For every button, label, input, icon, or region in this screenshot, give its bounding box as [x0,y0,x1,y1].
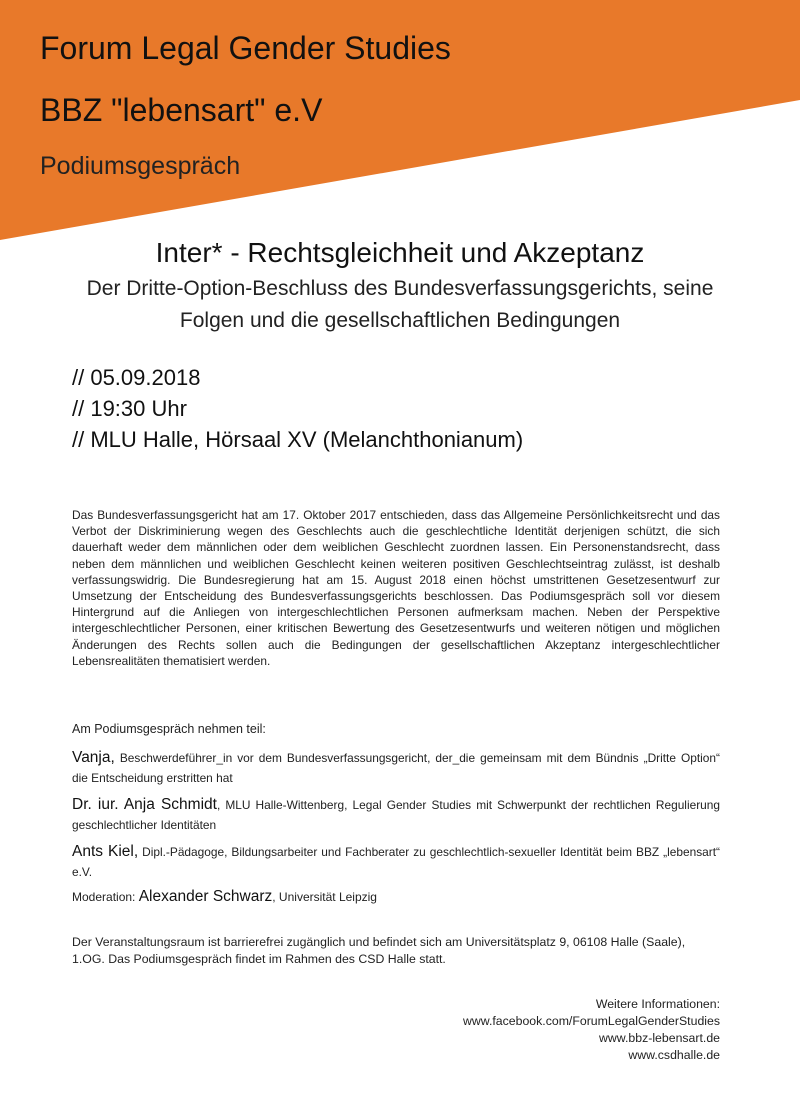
participant-vanja [72,748,720,788]
participant-description: , MLU Halle-Wittenberg, Legal Gender Studies mit Schwerpunkt der rechtlichen Regulierung geschlechtlicher Identitäten [72,798,720,832]
more-info-block [463,996,720,1064]
event-type: Podiumsgespräch [40,152,241,180]
event-title: Inter* - Rechtsgleichheit und Akzeptanz [155,237,645,268]
panel-intro: Am Podiumsgespräch nehmen teil: [72,722,266,736]
participant-name: Dr. iur. Anja Schmidt [72,796,217,813]
participant-description: Beschwerdeführer_in vor dem Bundesverfassungsgericht, der_die gemeinsam mit dem Bündnis „Dritte Option“ die Entscheidung erstritten hat [72,751,720,785]
event-details [72,362,523,455]
participant-anja-schmidt [72,795,720,835]
participant-description: Dipl.-Pädagoge, Bildungsarbeiter und Fachberater zu geschlechtlich-sexueller Identität beim BBZ „lebensart“ e.V. [72,845,720,879]
participant-name: Ants Kiel, [72,843,139,860]
csdhalle-link[interactable]: www.csdhalle.de [628,1048,720,1062]
event-location: // MLU Halle, Hörsaal XV (Melanchthonianum) [72,427,524,452]
moderator-affiliation: , Universität Leipzig [272,890,377,904]
venue-note: Der Veranstaltungsraum ist barrierefrei zugänglich und befindet sich am Universitätsplatz 9, 06108 Halle (Saale), 1.OG. Das Podiumsgespräch findet im Rahmen des CSD Halle statt. [72,935,686,966]
facebook-link[interactable]: www.facebook.com/ForumLegalGenderStudies [463,1014,720,1028]
organization-name: BBZ "lebensart" e.V [40,92,323,128]
more-info-label: Weitere Informationen: [595,997,720,1011]
event-subtitle-line1: Der Dritte-Option-Beschluss des Bundesverfassungsgerichts, seine [86,277,714,300]
event-title-block [40,234,760,336]
event-time: // 19:30 Uhr [72,396,187,421]
event-description: Das Bundesverfassungsgericht hat am 17. Oktober 2017 entschieden, dass das Allgemeine Persönlichkeitsrecht und das Verbot der Diskriminierung wegen des Geschlechts auch die geschlechtliche Identität derjenigen schützt, die sich dauerhaft weder dem männlichen oder dem weiblichen Geschlecht zuordnen lassen. Ein Personenstandsrecht, dass neben dem männlichen und weiblichen Geschlecht keinen weiteren positiven Geschlechtseintrag zulässt, ist deshalb verfassungswidrig. Die Bundesregierung hat am 15. August 2018 einen höchst umstrittenen Gesetzesentwurf zur Umsetzung der Entscheidung des Bundesverfassungsgerichts beschlossen. Das Podiumsgespräch soll vor diesem Hintergrund auf die Anliegen von intergeschlechtlichen Personen aufmerksam machen. Neben der Perspektive intergeschlechtlicher Personen, einer kritischen Bewertung des Gesetzesentwurfs und weiteren nötigen und möglichen Änderungen des Rechts sollen auch die Bedingungen der gesellschaftlichen Akzeptanz intergeschlechtlicher Lebensrealitäten thematisiert werden. [72,508,720,668]
event-subtitle-line2: Folgen und die gesellschaftlichen Bedingungen [179,309,621,332]
participant-ants-kiel [72,842,720,882]
bbz-lebensart-link[interactable]: www.bbz-lebensart.de [599,1031,720,1045]
participant-name: Vanja, [72,749,115,766]
moderation-line [72,888,377,906]
moderator-name: Alexander Schwarz [138,888,273,905]
forum-title: Forum Legal Gender Studies [40,30,451,66]
event-date: // 05.09.2018 [72,365,201,390]
moderation-label: Moderation: [72,890,136,904]
